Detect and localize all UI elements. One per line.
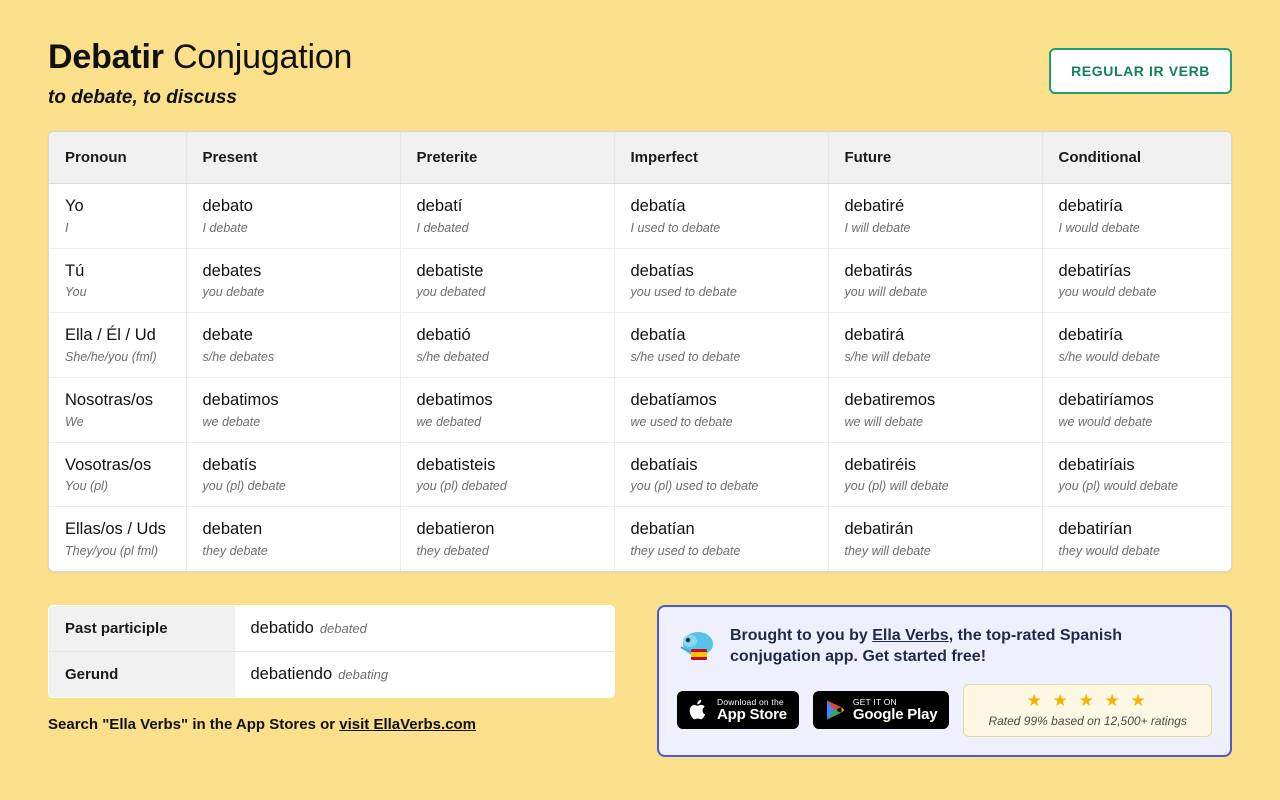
- conjugation-gloss: they would debate: [1058, 543, 1160, 558]
- conjugation-cell: [1042, 442, 1232, 507]
- table-row: [49, 605, 615, 651]
- conjugation-gloss: we used to debate: [630, 414, 733, 429]
- conjugation-form: debatirías: [1058, 261, 1131, 280]
- pronoun-gloss: They/you (pl fml): [65, 543, 159, 558]
- past-participle-gloss: debated: [319, 620, 367, 636]
- pronoun-gloss: She/he/you (fml): [65, 349, 157, 364]
- past-participle-cell: [235, 605, 615, 651]
- column-header-imperfect: Imperfect: [614, 132, 828, 184]
- pronoun-cell: [49, 248, 186, 313]
- conjugation-gloss: s/he used to debate: [630, 349, 741, 364]
- conjugation-form: debatisteis: [416, 455, 496, 474]
- conjugation-form: debatirás: [844, 261, 913, 280]
- conjugation-cell: [828, 184, 1042, 249]
- gerund-cell: [235, 651, 615, 697]
- conjugation-form: debatiríais: [1058, 455, 1135, 474]
- column-header-preterite: Preterite: [400, 132, 614, 184]
- pronoun-text: Vosotras/os: [65, 455, 152, 474]
- conjugation-gloss: you (pl) debate: [202, 479, 286, 494]
- past-participle-label: Past participle: [49, 605, 235, 651]
- title-suffix: Conjugation: [163, 38, 353, 76]
- search-prompt: [48, 716, 615, 733]
- pronoun-cell: [49, 377, 186, 442]
- conjugation-cell: [400, 248, 614, 313]
- conjugation-form: debatimos: [202, 390, 279, 409]
- conjugation-form: debatiría: [1058, 197, 1123, 216]
- column-header-future: Future: [828, 132, 1042, 184]
- pronoun-gloss: I: [65, 220, 69, 235]
- conjugation-gloss: I used to debate: [630, 220, 721, 235]
- conjugation-form: debatiremos: [844, 390, 936, 409]
- nonfinite-forms-block: [48, 605, 615, 733]
- app-store-button[interactable]: [677, 691, 799, 729]
- conjugation-form: debatías: [630, 261, 694, 280]
- app-store-big-label: App Store: [717, 705, 787, 723]
- gerund-gloss: debating: [338, 666, 389, 682]
- conjugation-form: debatiré: [844, 197, 905, 216]
- conjugation-cell: [828, 377, 1042, 442]
- nonfinite-forms-table: [48, 605, 615, 698]
- conjugation-cell: [828, 313, 1042, 378]
- ellaverbs-site-link[interactable]: visit EllaVerbs.com: [339, 715, 477, 733]
- conjugation-cell: [828, 507, 1042, 571]
- conjugation-form: debatís: [202, 455, 257, 474]
- conjugation-cell: [400, 184, 614, 249]
- title-block: [48, 34, 352, 109]
- promo-text: [730, 623, 1212, 668]
- conjugation-gloss: they debated: [416, 543, 489, 558]
- conjugation-form: debatiría: [1058, 326, 1123, 345]
- conjugation-form: debatiríamos: [1058, 390, 1154, 409]
- table-row: [49, 248, 1232, 313]
- column-header-pronoun: Pronoun: [49, 132, 186, 184]
- conjugation-gloss: I will debate: [844, 220, 911, 235]
- conjugation-form: debatían: [630, 520, 695, 539]
- promo-bottom-row: [677, 684, 1212, 737]
- conjugation-gloss: you (pl) would debate: [1058, 479, 1179, 494]
- pronoun-text: Ella / Él / Ud: [65, 326, 156, 345]
- pronoun-cell: [49, 507, 186, 571]
- table-row: [49, 184, 1232, 249]
- conjugation-gloss: you debated: [416, 285, 486, 300]
- conjugation-form: debates: [202, 261, 262, 280]
- conjugation-form: debatió: [416, 326, 471, 345]
- conjugation-form: debatirían: [1058, 520, 1132, 539]
- promo-top-row: [677, 623, 1212, 668]
- ella-verbs-link[interactable]: Ella Verbs: [872, 626, 949, 644]
- conjugation-cell: [186, 442, 400, 507]
- verb-type-badge: REGULAR IR VERB: [1049, 48, 1232, 94]
- conjugation-form: debato: [202, 197, 253, 216]
- verb-translation: to debate, to discuss: [48, 87, 237, 109]
- conjugation-table-wrapper: [48, 131, 1232, 572]
- conjugation-cell: [614, 248, 828, 313]
- gerund-label: Gerund: [49, 651, 235, 697]
- pronoun-cell: [49, 184, 186, 249]
- conjugation-cell: [1042, 377, 1232, 442]
- conjugation-form: debaten: [202, 520, 263, 539]
- table-row: [49, 442, 1232, 507]
- conjugation-cell: [614, 442, 828, 507]
- conjugation-gloss: they debate: [202, 543, 268, 558]
- conjugation-cell: [828, 248, 1042, 313]
- conjugation-gloss: we will debate: [844, 414, 924, 429]
- search-prompt-middle: in the App Stores or: [192, 715, 340, 733]
- pronoun-text: Yo: [65, 197, 84, 216]
- pronoun-text: Ellas/os / Uds: [65, 520, 166, 539]
- conjugation-form: debatíamos: [630, 390, 717, 409]
- conjugation-gloss: I debated: [416, 220, 469, 235]
- conjugation-gloss: we would debate: [1058, 414, 1153, 429]
- conjugation-cell: [186, 507, 400, 571]
- conjugation-form: debatirán: [844, 520, 914, 539]
- pronoun-text: Tú: [65, 261, 85, 280]
- conjugation-gloss: they used to debate: [630, 543, 741, 558]
- conjugation-form: debatí: [416, 197, 463, 216]
- conjugation-gloss: we debated: [416, 414, 482, 429]
- conjugation-cell: [400, 377, 614, 442]
- conjugation-cell: [186, 184, 400, 249]
- conjugation-gloss: you (pl) used to debate: [630, 479, 759, 494]
- page-header: [48, 34, 1232, 109]
- promo-text-after: , the top-rated Spanish conjugation app. Get started free!: [730, 626, 1123, 666]
- pronoun-text: Nosotras/os: [65, 390, 154, 409]
- conjugation-form: debatíais: [630, 455, 698, 474]
- ella-verbs-logo-icon: [677, 625, 717, 665]
- conjugation-cell: [1042, 248, 1232, 313]
- conjugation-cell: [614, 377, 828, 442]
- star-rating-icon: ★ ★ ★ ★ ★: [1026, 691, 1149, 711]
- rating-box: [963, 684, 1212, 737]
- conjugation-form: debatía: [630, 326, 686, 345]
- gerund-value: debatiendo: [250, 664, 333, 683]
- column-header-present: Present: [186, 132, 400, 184]
- conjugation-gloss: s/he debates: [202, 349, 275, 364]
- pronoun-cell: [49, 442, 186, 507]
- conjugation-table: [49, 132, 1232, 571]
- conjugation-cell: [614, 313, 828, 378]
- past-participle-value: debatido: [250, 618, 314, 637]
- conjugation-gloss: you would debate: [1058, 285, 1157, 300]
- google-play-button[interactable]: [813, 691, 950, 729]
- conjugation-gloss: you (pl) debated: [416, 479, 507, 494]
- verb-name: Debatir: [48, 38, 164, 76]
- conjugation-gloss: we debate: [202, 414, 261, 429]
- conjugation-form: debatía: [630, 197, 686, 216]
- column-header-conditional: Conditional: [1042, 132, 1232, 184]
- conjugation-cell: [400, 507, 614, 571]
- google-play-small-label: GET IT ON: [852, 697, 897, 708]
- google-play-big-label: Google Play: [852, 705, 938, 723]
- bottom-section: [48, 605, 1232, 757]
- google-play-icon: [825, 699, 845, 721]
- conjugation-form: debatiréis: [844, 455, 917, 474]
- conjugation-cell: [400, 313, 614, 378]
- table-row: [49, 507, 1232, 571]
- pronoun-gloss: You: [65, 285, 87, 300]
- promo-text-before: Brought to you by: [730, 626, 873, 644]
- conjugation-gloss: you (pl) will debate: [844, 479, 949, 494]
- conjugation-form: debatimos: [416, 390, 493, 409]
- pronoun-gloss: You (pl): [65, 479, 109, 494]
- promo-card: [657, 605, 1232, 757]
- conjugation-cell: [186, 248, 400, 313]
- conjugation-gloss: you used to debate: [630, 285, 737, 300]
- conjugation-gloss: I debate: [202, 220, 248, 235]
- table-row: [49, 377, 1232, 442]
- table-header-row: [49, 132, 1232, 184]
- conjugation-form: debatiste: [416, 261, 484, 280]
- conjugation-cell: [400, 442, 614, 507]
- conjugation-cell: [1042, 313, 1232, 378]
- pronoun-cell: [49, 313, 186, 378]
- page-title: [48, 38, 352, 77]
- rating-text: Rated 99% based on 12,500+ ratings: [988, 713, 1187, 728]
- conjugation-cell: [186, 377, 400, 442]
- conjugation-cell: [1042, 507, 1232, 571]
- conjugation-form: debate: [202, 326, 253, 345]
- conjugation-cell: [828, 442, 1042, 507]
- conjugation-gloss: s/he would debate: [1058, 349, 1160, 364]
- pronoun-gloss: We: [65, 414, 84, 429]
- conjugation-form: debatirá: [844, 326, 905, 345]
- conjugation-cell: [1042, 184, 1232, 249]
- conjugation-form: debatieron: [416, 520, 495, 539]
- app-store-small-label: Download on the: [717, 697, 784, 708]
- search-prompt-prefix: Search "Ella Verbs": [48, 715, 193, 733]
- conjugation-cell: [186, 313, 400, 378]
- conjugation-gloss: you will debate: [844, 285, 928, 300]
- table-row: [49, 313, 1232, 378]
- conjugation-cell: [614, 184, 828, 249]
- apple-icon: [689, 698, 709, 722]
- conjugation-gloss: you debate: [202, 285, 265, 300]
- conjugation-gloss: I would debate: [1058, 220, 1140, 235]
- conjugation-gloss: they will debate: [844, 543, 931, 558]
- conjugation-cell: [614, 507, 828, 571]
- conjugation-gloss: s/he will debate: [844, 349, 931, 364]
- table-row: [49, 651, 615, 697]
- conjugation-gloss: s/he debated: [416, 349, 489, 364]
